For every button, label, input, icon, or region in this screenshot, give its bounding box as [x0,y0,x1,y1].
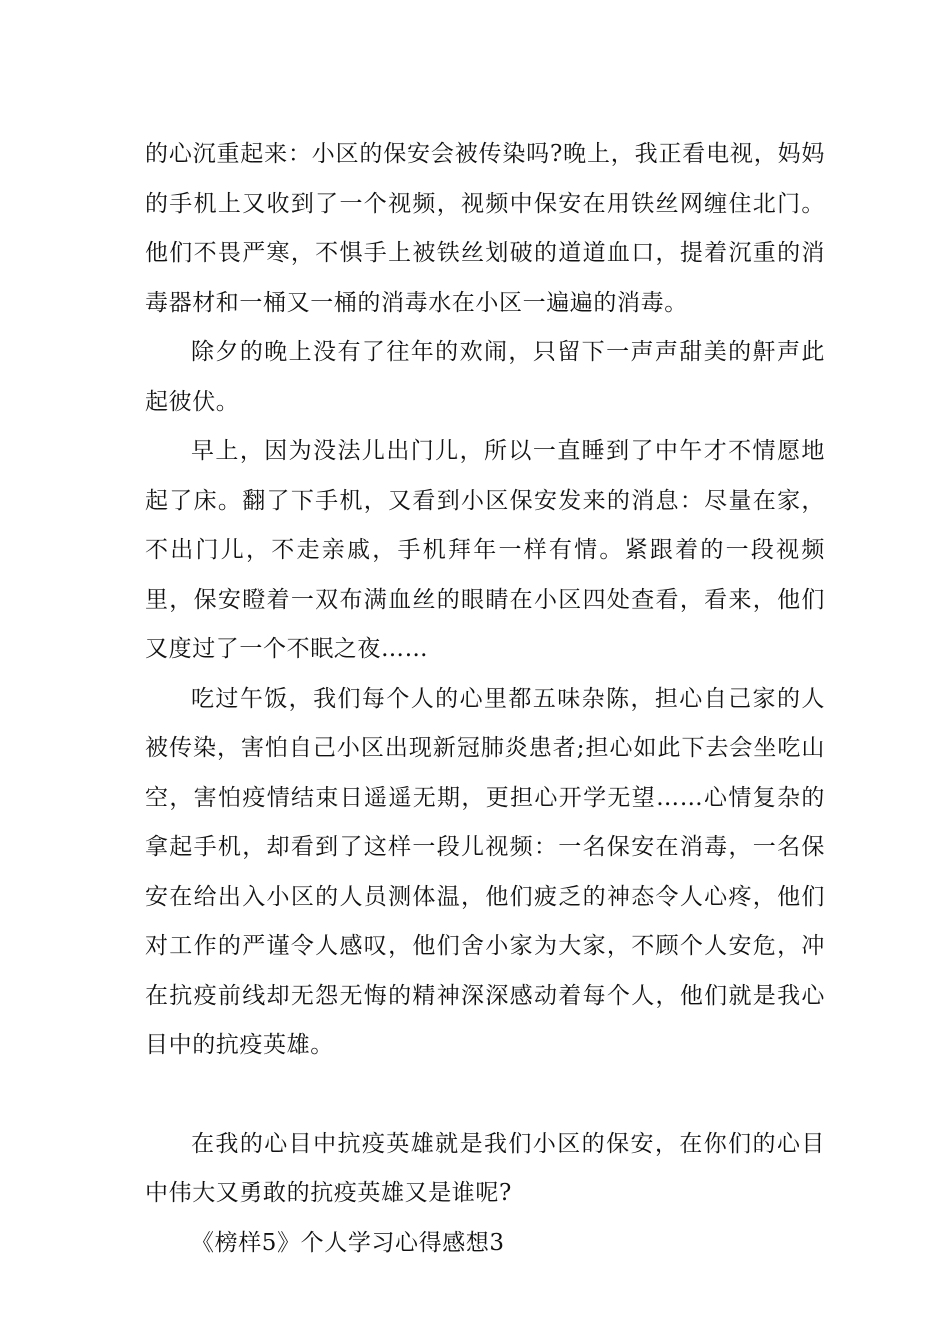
paragraph-gap [145,1071,825,1120]
paragraph-morning: 早上，因为没法儿出门儿，所以一直睡到了中午才不情愿地起了床。翻了下手机，又看到小区保安发来的消息：尽量在家，不出门儿，不走亲戚，手机拜年一样有情。紧跟着的一段视频里，保安瞪着一双布满血丝的眼睛在小区四处查看，看来，他们又度过了一个不眠之夜…… [145,438,825,662]
section-heading: 《榜样5》个人学习心得感想3 [191,1229,505,1256]
paragraph-continuation: 的心沉重起来：小区的保安会被传染吗?晚上，我正看电视，妈妈的手机上又收到了一个视频，视频中保安在用铁丝网缠住北门。他们不畏严寒，不惧手上被铁丝划破的道道血口，提着沉重的消毒器材和一桶又一桶的消毒水在小区一遍遍的消毒。 [145,141,825,316]
paragraph-afternoon: 吃过午饭，我们每个人的心里都五味杂陈，担心自己家的人被传染，害怕自己小区出现新冠肺炎患者;担心如此下去会坐吃山空，害怕疫情结束日遥遥无期，更担心开学无望……心情复杂的拿起手机，却看到了这样一段儿视频：一名保安在消毒，一名保安在给出入小区的人员测体温，他们疲乏的神态令人心疼，他们对工作的严谨令人感叹，他们舍小家为大家，不顾个人安危，冲在抗疫前线却无怨无悔的精神深深感动着每个人，他们就是我心目中的抗疫英雄。 [145,685,825,1058]
paragraph-new-year-eve: 除夕的晚上没有了往年的欢闹，只留下一声声甜美的鼾声此起彼伏。 [145,339,825,415]
paragraph-conclusion: 在我的心目中抗疫英雄就是我们小区的保安，在你们的心目中伟大又勇敢的抗疫英雄又是谁呢? [145,1130,825,1206]
document-body [145,130,825,1268]
